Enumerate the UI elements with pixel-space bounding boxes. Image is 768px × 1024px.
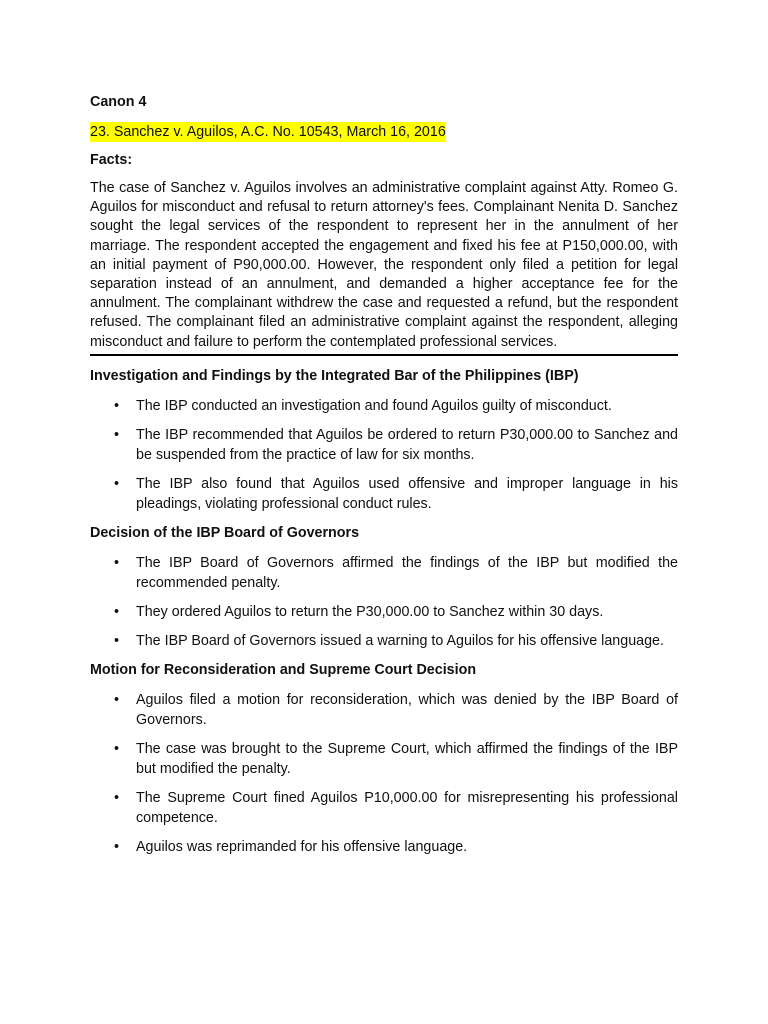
section-heading-board-decision: Decision of the IBP Board of Governors	[90, 524, 360, 541]
case-title-wrapper	[90, 122, 678, 150]
facts-label: Facts:	[90, 152, 133, 168]
horizontal-rule	[90, 354, 678, 356]
bullet-icon: •	[114, 554, 120, 571]
bullet-icon: •	[114, 789, 120, 806]
document-page	[90, 92, 678, 866]
bullet-icon: •	[114, 603, 120, 620]
bullet-icon: •	[114, 691, 120, 708]
list-item-text: The IBP also found that Aguilos used offensive and improper language in his pleadings, violating professional conduct rules.	[136, 475, 678, 512]
bullet-list-board-decision	[90, 553, 678, 651]
facts-paragraph: The case of Sanchez v. Aguilos involves an administrative complaint against Atty. Romeo G. Aguilos for misconduct and refusal to return attorney's fees. Complainant Nenita D. Sanchez sought the legal services of the respondent to represent her in the annulment of her marriage. The respondent accepted the engagement and fixed his fee at P150,000.00, with an initial payment of P90,000.00. However, the respondent only filed a petition for legal separation instead of an annulment, and demanded a higher acceptance fee for the annulment. The complainant withdrew the case and requested a refund, but the respondent refused. The complainant filed an administrative complaint against the respondent, alleging misconduct and failure to perform the contemplated professional services.	[90, 180, 678, 350]
section-heading-supreme-court: Motion for Reconsideration and Supreme Court Decision	[90, 661, 477, 678]
bullet-icon: •	[114, 475, 120, 492]
list-item-text: The IBP Board of Governors issued a warning to Aguilos for his offensive language.	[136, 632, 664, 649]
list-item	[90, 553, 678, 593]
list-item	[90, 788, 678, 828]
list-item-text: Aguilos filed a motion for reconsideration, which was denied by the IBP Board of Governors.	[136, 691, 678, 728]
case-title-highlighted: 23. Sanchez v. Aguilos, A.C. No. 10543, March 16, 2016	[90, 124, 446, 140]
bullet-icon: •	[114, 632, 120, 649]
bullet-icon: •	[114, 397, 120, 414]
list-item	[90, 396, 678, 416]
canon-heading: Canon 4	[90, 94, 147, 110]
bullet-icon: •	[114, 740, 120, 757]
list-item	[90, 837, 678, 857]
list-item-text: The IBP conducted an investigation and found Aguilos guilty of misconduct.	[136, 397, 612, 414]
list-item	[90, 474, 678, 514]
list-item	[90, 690, 678, 730]
list-item-text: They ordered Aguilos to return the P30,000.00 to Sanchez within 30 days.	[136, 603, 604, 620]
list-item	[90, 602, 678, 622]
list-item-text: The case was brought to the Supreme Court, which affirmed the findings of the IBP but modified the penalty.	[136, 740, 678, 777]
list-item-text: The IBP recommended that Aguilos be ordered to return P30,000.00 to Sanchez and be suspended from the practice of law for six months.	[136, 426, 678, 463]
bullet-list-ibp-investigation	[90, 396, 678, 514]
list-item-text: Aguilos was reprimanded for his offensive language.	[136, 838, 468, 855]
list-item-text: The Supreme Court fined Aguilos P10,000.00 for misrepresenting his professional competence.	[136, 789, 678, 826]
list-item	[90, 631, 678, 651]
bullet-icon: •	[114, 838, 120, 855]
list-item	[90, 739, 678, 779]
bullet-list-supreme-court	[90, 690, 678, 857]
section-heading-ibp-investigation: Investigation and Findings by the Integrated Bar of the Philippines (IBP)	[90, 367, 579, 384]
list-item	[90, 425, 678, 465]
list-item-text: The IBP Board of Governors affirmed the findings of the IBP but modified the recommended penalty.	[136, 554, 678, 591]
bullet-icon: •	[114, 426, 120, 443]
